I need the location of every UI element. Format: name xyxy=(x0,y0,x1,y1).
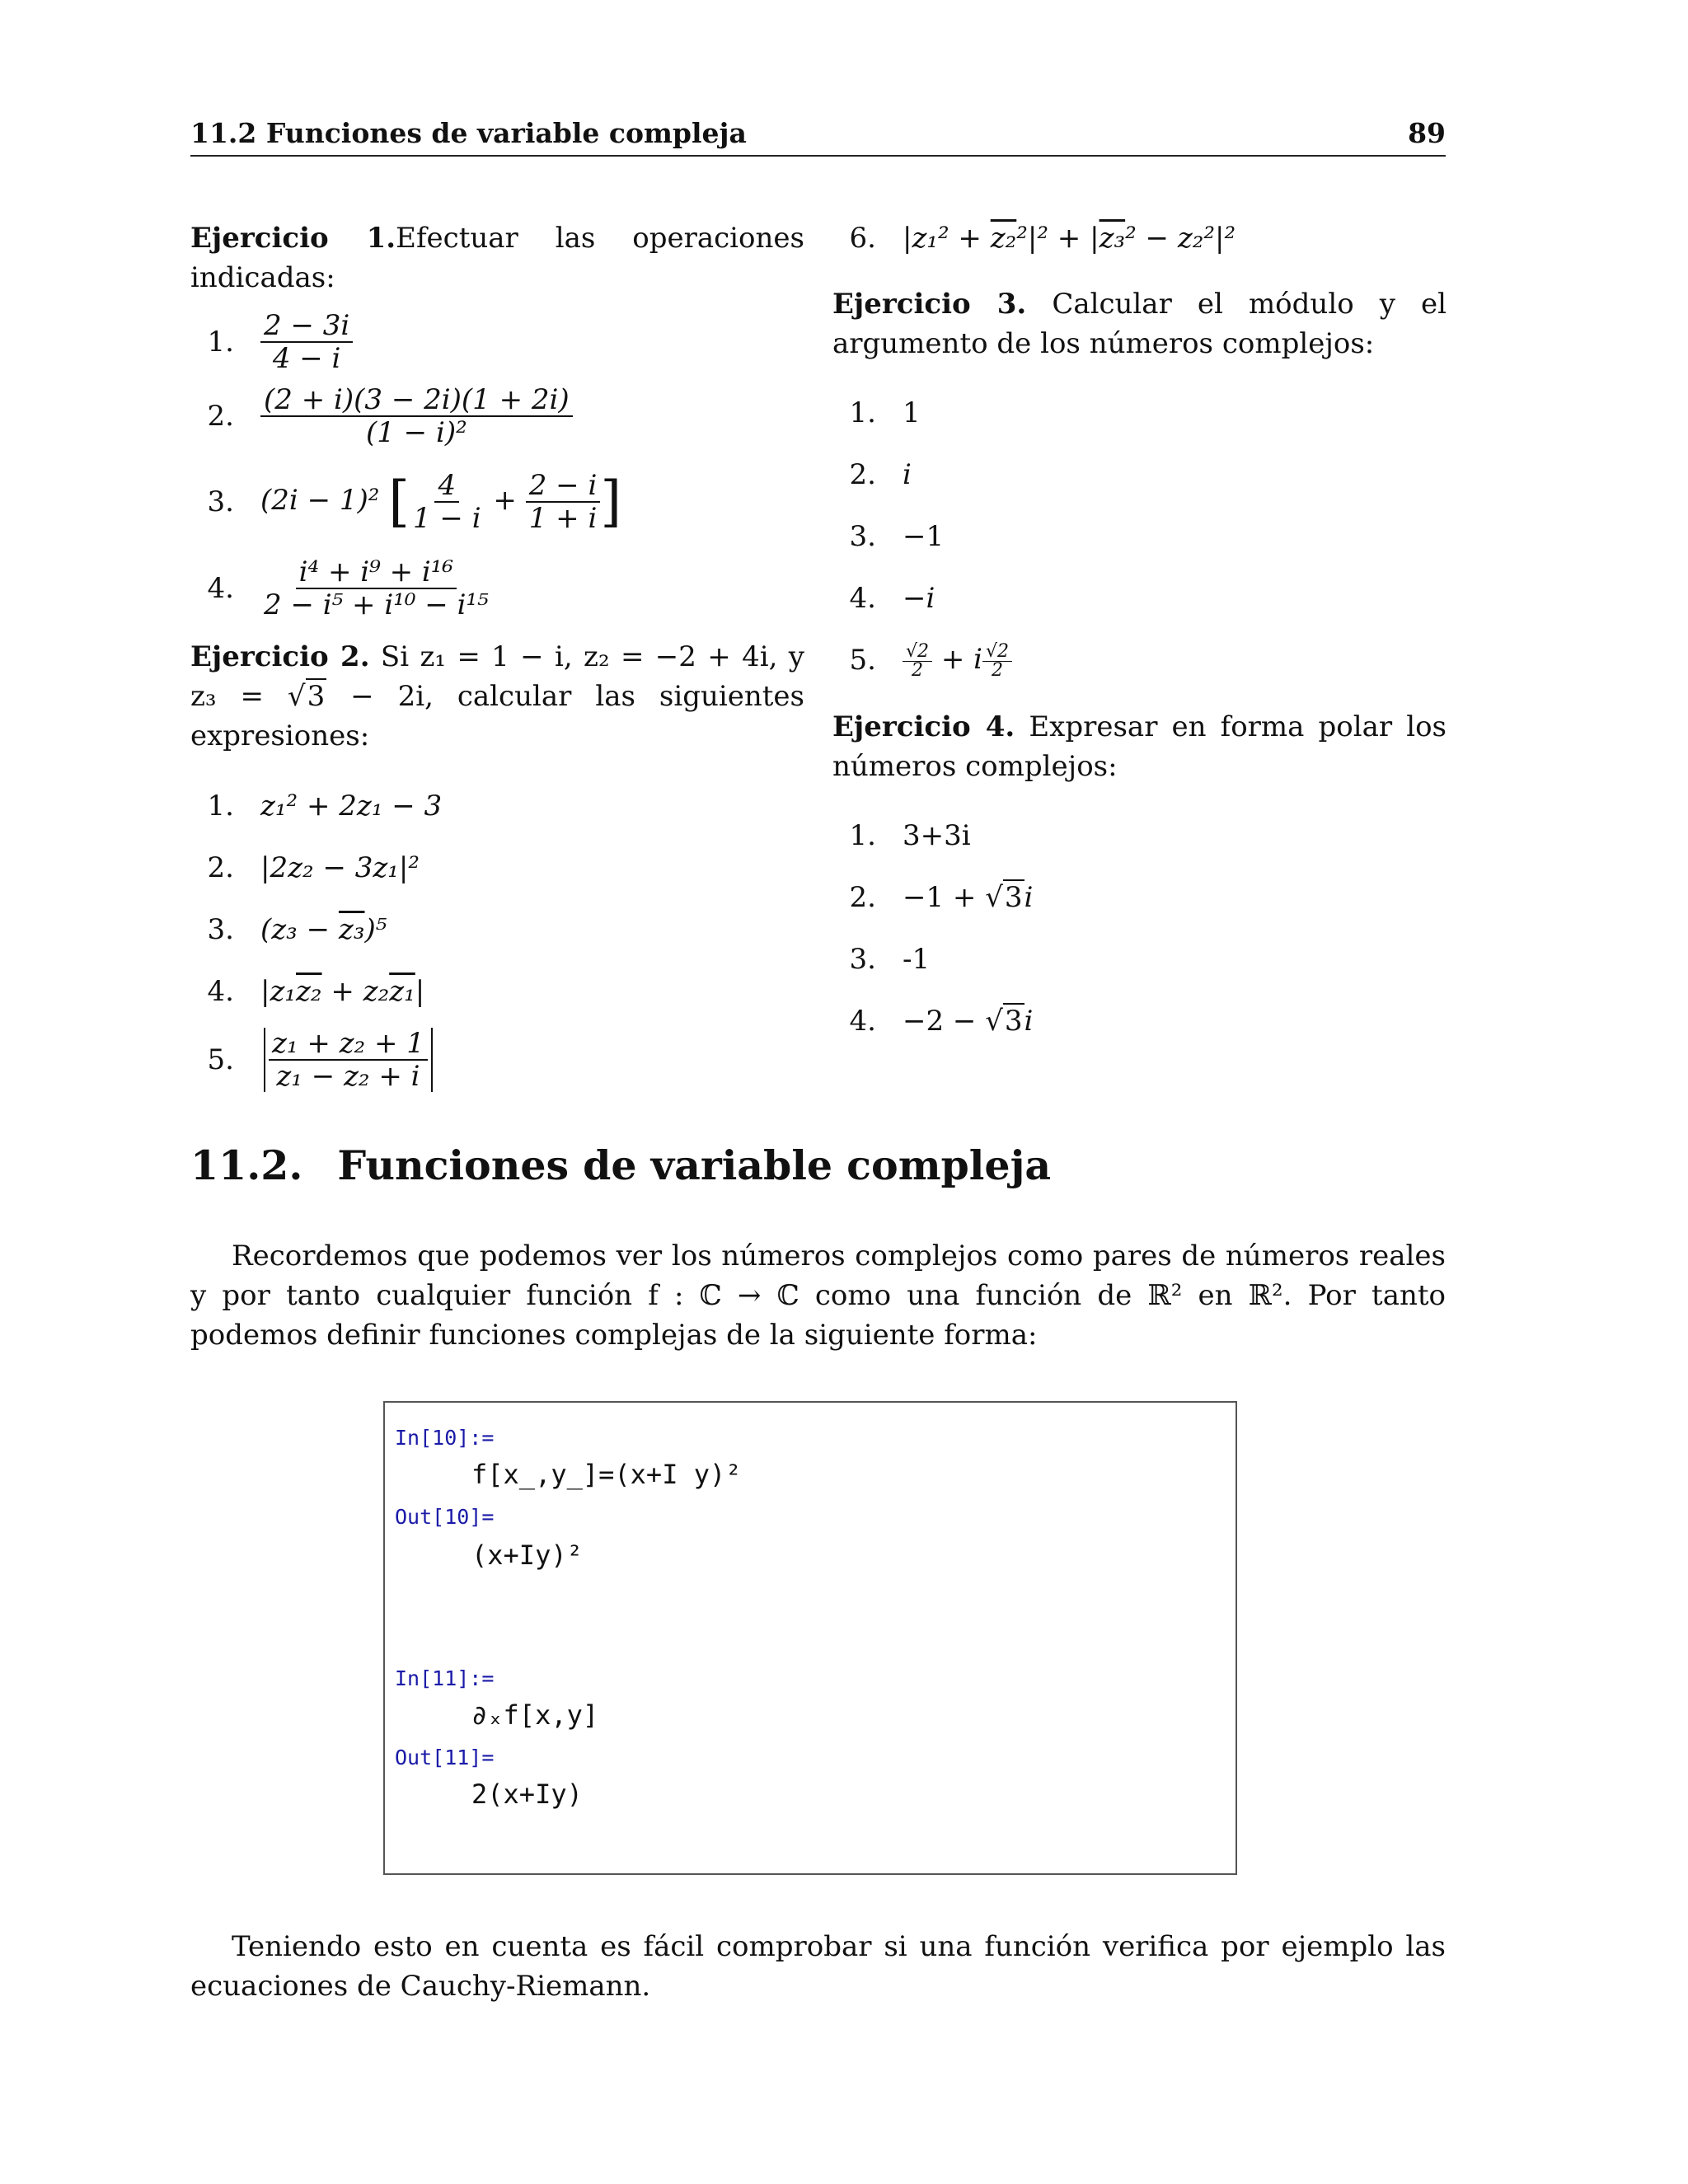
item-number: 1. xyxy=(849,396,876,429)
item-number: 4. xyxy=(849,581,876,615)
conjugate: z₂ xyxy=(296,974,322,1008)
output-result-10: (x+Iy)² xyxy=(471,1540,583,1571)
exercise-2-continued-list xyxy=(832,218,1447,258)
list-item xyxy=(832,382,1447,443)
exercise-3-list xyxy=(832,382,1447,691)
list-item xyxy=(832,443,1447,505)
numerator: z₁ + z₂ + 1 xyxy=(269,1028,428,1061)
running-header xyxy=(190,115,1446,157)
exercise-1-list xyxy=(190,311,804,632)
right-column xyxy=(832,218,1447,1052)
input-code-10: f[x_,y_]=(x+I y)² xyxy=(471,1459,742,1490)
exercise-4-label: Ejercicio 4. xyxy=(832,710,1015,743)
list-item xyxy=(190,545,804,632)
sqrt-radicand: 3 xyxy=(1004,1004,1023,1038)
expression xyxy=(903,878,1033,917)
output-label-11: Out[11]= xyxy=(395,1746,495,1769)
list-item xyxy=(190,1022,804,1098)
sqrt-radicand: 3 xyxy=(307,680,326,713)
denominator: 2 xyxy=(992,659,1003,681)
fraction xyxy=(260,384,573,448)
list-item xyxy=(832,928,1447,990)
paragraph-intro: Recordemos que podemos ver los números complejos como pares de números reales y por tanto cualquier función f : ℂ → ℂ como una función de ℝ² en ℝ². Por tanto podemos definir funciones complejas de la siguiente forma: xyxy=(190,1240,1446,1352)
conjugate: z₁ xyxy=(389,974,415,1008)
item-number: 3. xyxy=(849,942,876,976)
exercise-1-statement xyxy=(190,218,804,298)
exercise-4-statement xyxy=(832,707,1447,786)
item-number: 6. xyxy=(849,222,876,255)
numerator: 2 − 3i xyxy=(260,310,353,343)
exercise-3-text: Calcular el módulo y el argumento de los números complejos: xyxy=(832,288,1447,360)
denominator: z₁ − z₂ + i xyxy=(276,1060,420,1093)
page-number: 89 xyxy=(1408,117,1446,149)
item-number: 5. xyxy=(849,643,876,677)
output-result-11: 2(x+Iy) xyxy=(471,1779,583,1810)
expr-part: (z₃ − xyxy=(260,912,339,946)
conjugate: z₃ xyxy=(338,912,365,946)
item-number: 2. xyxy=(207,400,234,433)
denominator: 1 − i xyxy=(412,502,481,535)
fraction xyxy=(526,470,601,534)
item-number: 3. xyxy=(849,519,876,553)
item-number: 1. xyxy=(207,790,234,823)
item-number: 1. xyxy=(849,818,876,852)
expression xyxy=(903,218,1236,258)
abs-bar xyxy=(431,1028,433,1092)
expression xyxy=(260,972,424,1011)
numerator: (2 + i)(3 − 2i)(1 + 2i) xyxy=(260,384,573,417)
header-title: 11.2 Funciones de variable compleja xyxy=(190,117,747,149)
abs-bar xyxy=(264,1028,265,1092)
section-title: Funciones de variable compleja xyxy=(337,1141,1052,1189)
notebook-box xyxy=(383,1401,1237,1875)
conjugate: z₃ xyxy=(1099,222,1126,255)
imaginary-unit: i xyxy=(1024,1004,1034,1038)
list-item xyxy=(190,373,804,459)
denominator: 2 − i⁵ + i¹⁰ − i¹⁵ xyxy=(264,588,489,621)
fraction xyxy=(410,470,485,534)
numerator: 4 xyxy=(434,470,459,503)
exercise-3-statement xyxy=(832,284,1447,363)
expression: -1 xyxy=(903,942,931,976)
exercise-2-statement xyxy=(190,637,804,756)
expression: i xyxy=(903,457,912,491)
expr-part: + z₂ xyxy=(321,974,390,1008)
list-item xyxy=(832,505,1447,567)
list-item xyxy=(832,990,1447,1052)
expr-part: )⁵ xyxy=(364,912,387,946)
numerator: 2 − i xyxy=(526,470,601,503)
plus-sign: + xyxy=(493,484,517,517)
numerator: √2 xyxy=(903,643,932,662)
fraction xyxy=(260,310,353,374)
imaginary-unit: i xyxy=(1024,880,1034,914)
section-heading xyxy=(190,1141,1051,1189)
denominator: (1 − i)² xyxy=(365,416,467,449)
expr-part: −1 + √ xyxy=(903,880,1003,914)
expression xyxy=(903,1001,1033,1041)
list-item xyxy=(190,898,804,960)
section-number: 11.2. xyxy=(190,1141,303,1189)
list-item xyxy=(832,866,1447,928)
expression-prefix: (2i − 1)² xyxy=(260,484,380,517)
list-item xyxy=(190,960,804,1022)
item-number: 4. xyxy=(207,974,234,1008)
item-number: 4. xyxy=(207,572,234,605)
denominator: 1 + i xyxy=(528,502,598,535)
item-number: 3. xyxy=(207,912,234,946)
expression: −1 xyxy=(903,519,945,553)
item-number: 3. xyxy=(207,485,234,518)
input-label-10: In[10]:= xyxy=(395,1426,495,1450)
expression: −i xyxy=(903,581,935,615)
conjugate: z₂ xyxy=(990,222,1017,255)
exercise-2-text: − 2i, calcular las siguientes expresiones: xyxy=(190,680,804,752)
left-column xyxy=(190,218,804,1098)
denominator: 2 xyxy=(912,659,923,681)
paragraph-conclusion: Teniendo esto en cuenta es fácil comprobar si una función verifica por ejemplo las ecuaciones de Cauchy-Riemann. xyxy=(190,1930,1446,2003)
expr-part: |z₁ xyxy=(260,974,296,1008)
exercise-4-list xyxy=(832,804,1447,1052)
exercise-1-text: Efectuar las operaciones indicadas: xyxy=(190,222,804,294)
sqrt-radicand: 3 xyxy=(1004,880,1023,914)
denominator: 4 − i xyxy=(272,342,341,375)
expression: |2z₂ − 3z₁|² xyxy=(260,851,420,884)
expression: 1 xyxy=(903,396,921,429)
exercise-4-text: Expresar en forma polar los números complejos: xyxy=(832,710,1447,783)
list-item xyxy=(190,311,804,373)
item-number: 2. xyxy=(849,457,876,491)
expression: z₁² + 2z₁ − 3 xyxy=(260,790,443,823)
numerator: i⁴ + i⁹ + i¹⁶ xyxy=(296,556,457,589)
item-number: 4. xyxy=(849,1004,876,1038)
exercise-2-list xyxy=(190,776,804,1098)
expr-part: −2 − √ xyxy=(903,1004,1003,1038)
input-label-11: In[11]:= xyxy=(395,1666,495,1690)
input-code-11: ∂ₓf[x,y] xyxy=(471,1699,599,1731)
list-item xyxy=(832,218,1447,258)
item-number: 2. xyxy=(207,851,234,884)
expr-part: ² − z₂²|² xyxy=(1125,222,1236,255)
item-number: 2. xyxy=(849,880,876,914)
expr-part: + i xyxy=(932,643,982,677)
list-item xyxy=(832,804,1447,866)
exercise-3-label: Ejercicio 3. xyxy=(832,288,1027,321)
item-number: 5. xyxy=(207,1043,234,1076)
expr-part: ²|² + | xyxy=(1016,222,1100,255)
expression: 3+3i xyxy=(903,818,971,852)
expression xyxy=(260,910,387,949)
list-item: 3. (2i − 1)² [ $\frac{4}{1 - i}$ + $\frac{2 - i}{1 + i}$ ] xyxy=(190,459,804,545)
list-item xyxy=(190,837,804,898)
expr-part: | xyxy=(415,974,425,1008)
list-item xyxy=(190,776,804,837)
fraction xyxy=(269,1028,428,1092)
list-item xyxy=(832,629,1447,691)
fraction xyxy=(903,640,932,681)
list-item xyxy=(832,567,1447,629)
numerator: √2 xyxy=(982,643,1012,662)
exercise-2-text: Si z₁ = 1 − i, z₂ = −2 + 4i, y z₃ = √ xyxy=(190,640,804,713)
fraction xyxy=(260,556,492,621)
exercise-2-label: Ejercicio 2. xyxy=(190,640,370,673)
item-number: 1. xyxy=(207,326,234,359)
output-label-10: Out[10]= xyxy=(395,1505,495,1529)
fraction xyxy=(982,640,1012,681)
expr-part: |z₁² + xyxy=(903,222,991,255)
exercise-1-label: Ejercicio 1. xyxy=(190,222,396,255)
